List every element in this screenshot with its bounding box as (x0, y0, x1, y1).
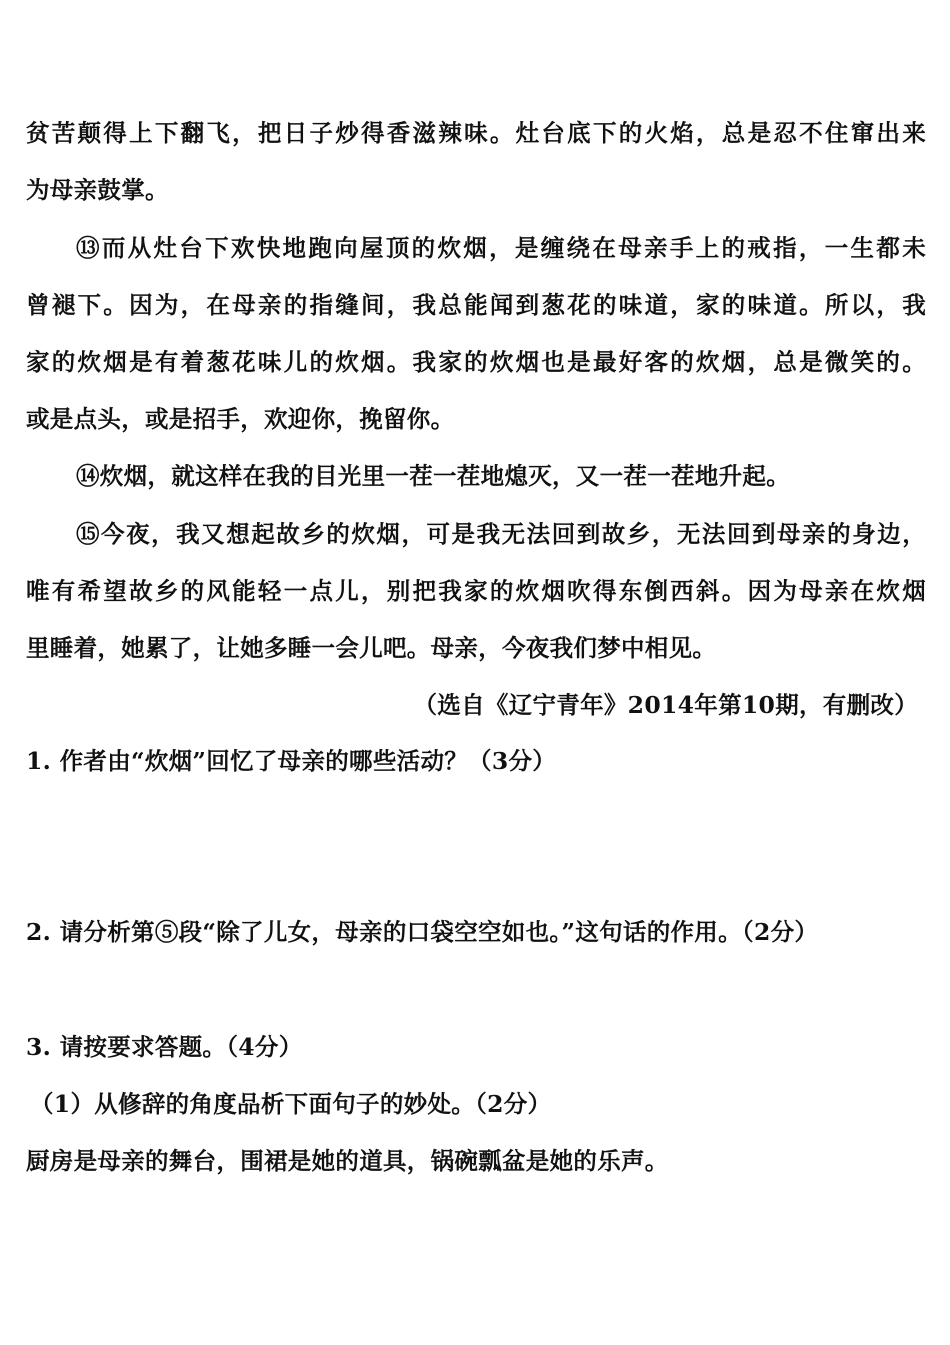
question-3-sentence: 厨房是母亲的舞台，围裙是她的道具，锅碗瓢盆是她的乐声。 (26, 1147, 669, 1175)
passage-line: 曾褪下。因为，在母亲的指缝间，我总能闻到葱花的味道，家的味道。所以，我 (26, 291, 926, 319)
paragraph-15-start: ⑮今夜，我又想起故乡的炊烟，可是我无法回到故乡，无法回到母亲的身边， (76, 520, 926, 548)
passage-line: 家的炊烟是有着葱花味儿的炊烟。我家的炊烟也是最好客的炊烟，总是微笑的。 (26, 348, 926, 376)
paragraph-13-start: ⑬而从灶台下欢快地跑向屋顶的炊烟，是缠绕在母亲手上的戒指，一生都未 (76, 234, 926, 262)
passage-line: 唯有希望故乡的风能轻一点儿，别把我家的炊烟吹得东倒西斜。因为母亲在炊烟 (26, 577, 926, 605)
passage-line: 里睡着，她累了，让她多睡一会儿吧。母亲，今夜我们梦中相见。 (26, 634, 717, 662)
question-3-part-1: （1）从修辞的角度品析下面句子的妙处。（2分） (30, 1090, 552, 1118)
question-2: 2. 请分析第⑤段“除了儿女，母亲的口袋空空如也。”这句话的作用。（2分） (26, 918, 819, 946)
source-citation: （选自《辽宁青年》2014年第10期，有删改） (413, 691, 918, 719)
passage-line: 贫苦颠得上下翻飞，把日子炒得香滋辣味。灶台底下的火焰，总是忍不住窜出来 (26, 119, 926, 147)
question-3: 3. 请按要求答题。（4分） (26, 1033, 303, 1061)
passage-line: 或是点头，或是招手，欢迎你，挽留你。 (26, 405, 455, 433)
passage-line: 为母亲鼓掌。 (26, 176, 169, 204)
paragraph-14: ⑭炊烟，就这样在我的目光里一茬一茬地熄灭，又一茬一茬地升起。 (76, 462, 790, 490)
question-1: 1. 作者由“炊烟”回忆了母亲的哪些活动？（3分） (26, 747, 557, 775)
